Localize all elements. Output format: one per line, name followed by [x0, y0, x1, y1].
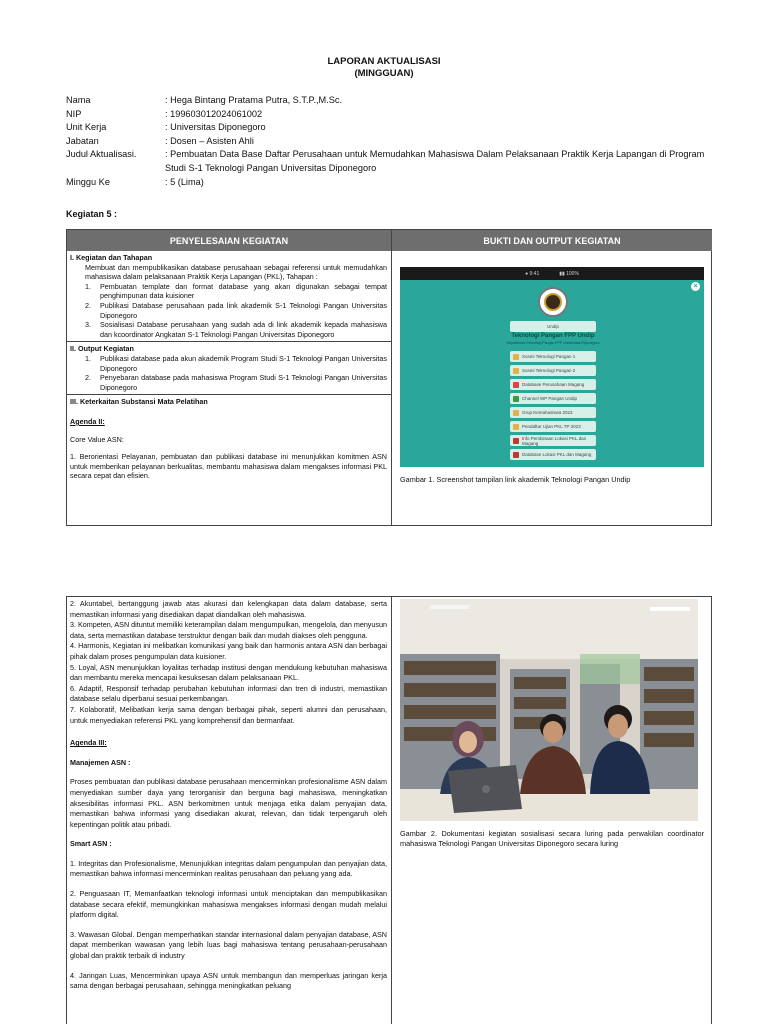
link-button: Sosmi Teknologi Pangan 2 — [510, 365, 596, 376]
meta-row-judul: Judul Aktualisasi. : Pembuatan Data Base Daftar Perusahaan untuk Memudahkan Mahasiswa Dalam Pelaksanaan Praktik Kerja Lapangan di Program Studi S-1 Teknologi Pangan Universitas Diponegoro — [66, 149, 705, 173]
core-value-item: 5. Loyal, ASN menunjukkan loyalitas terhadap institusi dengan mendukung kebutuhan mahasiswa dan membantu mereka mencapai kesuksesan dalam pelaksanaan PKL. — [70, 662, 387, 683]
meta-row-jabatan: Jabatan : Dosen – Asisten Ahli — [66, 135, 254, 146]
list-item: 1. Pembuatan template dan format database yang akan digunakan sebagai tempat penghimpunan data kuisioner — [85, 281, 387, 301]
core-value-item: 7. Kolaboratif, Melibatkan kerja sama dengan berbagai pihak, seperti alumni dan perusahaan, untuk menyediakan referensi PKL yang komprehensif dan bermanfaat. — [70, 704, 387, 725]
report-title: LAPORAN AKTUALISASI — [327, 56, 441, 67]
link-icon — [513, 382, 519, 388]
link-button: Database Perusahaan Magang — [510, 379, 596, 390]
phone-title: Teknologi Pangan FPP Undip — [511, 333, 595, 339]
link-button: Channel WP Pangan Undip — [510, 393, 596, 404]
meta-row-minggu: Minggu Ke : 5 (Lima) — [66, 176, 204, 187]
list-item: 2. Penyebaran database pada mahasiswa Program Studi S-1 Teknologi Pangan Universitas Diponegoro — [85, 373, 387, 392]
penyelesaian-column-continued: 2. Akuntabel, bertanggung jawab atas akurasi dan kelengkapan data dalam database, serta memastikan informasi yang disediakan dapat diandalkan oleh mahasiswa. 3. Kompeten, ASN dituntut memiliki keterampilan dalam mengumpulkan, mengelola, dan menyusun data, serta memastikan database terstruktur dengan baik dan mudah diakses oleh pengguna. 4. Harmonis, Kegiatan ini melibatkan komunikasi yang baik dan harmonis antara ASN dan berbagai pihak dalam proses pengumpulan data kuisioner. 5. Loyal, ASN menunjukkan loyalitas terhadap institusi dengan mendukung kebutuhan mahasiswa dan membantu mereka mencapai kesuksesan dalam pelaksanaan PKL. 6. Adaptif, Responsif terhadap perubahan kebutuhan informasi dan tren di industri, memastikan database selalu diperbarui sesuai perkembangan. 7. Kolaboratif, Melibatkan kerja sama dengan berbagai pihak, seperti alumni dan perusahaan, untuk menyediakan referensi PKL yang komprehensif dan bermanfaat. Agenda III: Manajemen ASN : Proses pembuatan dan publikasi database perusahaan mencerminkan profesionalisme ASN dalam menyediakan sumber daya yang terorganisir dan berguna bagi mahasiswa, meningkatkan aksesibilitas informasi PKL. ASN berkomitmen untuk menjaga etika dalam penyajian data, memastikan bahwa informasi yang disediakan akurat, relevan, dan tidak terpengaruh oleh kepentingan politik atau pribadi. Smart ASN : 1. Integritas dan Profesionalisme, Menunjukkan integritas dalam pengumpulan dan penyajian data, memastikan bahwa informasi mencerminkan realitas perusahaan dan peluang yang ada. 2. Penguasaan IT, Memanfaatkan teknologi informasi untuk menciptakan dan mempublikasikan database secara efektif, memungkinkan mahasiswa mengakses informasi dengan mudah melalui platform digital. 3. Wawasan Global. Dengan memperhatikan standar internasional dalam penyajian database, ASN dapat memberikan wawasan yang lebih luas bagi mahasiswa tentang perusahaan-perusahaan global dan praktik terbaik di industry 4. Jaringan Luas, Mencerminkan upaya ASN untuk membangun dan memperluas jaringan kerja sama dengan berbagai perusahaan, sehingga meningkatkan peluang — [67, 597, 392, 1024]
meta-row-nip: NIP : 199603012024061002 — [66, 108, 263, 119]
bukti-column-continued — [392, 597, 711, 1024]
link-button: Pendaftar Ujian PKL TP 2023 — [510, 421, 596, 432]
library-photo-illustration — [400, 599, 698, 821]
phone-subtitle: Departemen Teknologi Pangan FPP Universitas Diponegoro — [506, 341, 600, 345]
close-icon: × — [691, 282, 700, 291]
screenshot-link-akademik — [400, 267, 704, 467]
report-meta — [66, 94, 716, 189]
link-icon — [513, 438, 519, 444]
section-output: II. Output Kegiatan 1. Publikasi database pada akun akademik Program Studi S-1 Teknologi Pangan Universitas Diponegoro 2. Penyebaran database pada mahasiswa Program Studi S-1 Teknologi Pangan Universitas Diponegoro — [67, 342, 391, 395]
list-item: 2. Publikasi Database perusahaan pada link akademik S-1 Teknologi Pangan Universitas Diponegoro — [85, 300, 387, 320]
core-value-item: 6. Adaptif, Responsif terhadap perubahan kebutuhan informasi dan tren di industri, memastikan database selalu diperbarui sesuai perkembangan. — [70, 683, 387, 704]
list-item: 1. Publikasi database pada akun akademik Program Studi S-1 Teknologi Pangan Universitas Diponegoro — [85, 353, 387, 373]
smart-item: 3. Wawasan Global. Dengan memperhatikan standar internasional dalam penyajian database, ASN dapat memberikan wawasan yang lebih luas bagi mahasiswa tentang perusahaan-perusahaan global dan praktik terbaik di industry — [70, 929, 387, 961]
core-value-item: 4. Harmonis, Kegiatan ini melibatkan komunikasi yang baik dan harmonis antara ASN dan berbagai pihak dalam proses pengumpulan data kuisioner. — [70, 641, 387, 661]
activity-table-continued — [66, 596, 712, 1024]
col-header-bukti: BUKTI DAN OUTPUT KEGIATAN — [392, 230, 712, 251]
meta-row-nama: Nama : Hega Bintang Pratama Putra, S.T.P.,M.Sc. — [66, 95, 343, 105]
section-kegiatan: I. Kegiatan dan Tahapan Membuat dan mempublikasikan database perusahaan sebagai referensi untuk memudahkan mahasiswa dalam pelaksanaan Praktik Kerja Lapangan (PKL), Tahapan : 1. Pembuatan template dan format database yang akan digunakan sebagai tempat penghimpunan data kuisioner 2. Publikasi Database perusahaan pada link akademik S-1 Teknologi Pangan Universitas Diponegoro 3. Sosialisasi Database perusahaan yang sudah ada di link akademik kepada mahasiswa dan kcoordinator Angkatan S-1 Teknologi Pangan Universitas Diponegoro — [67, 251, 391, 342]
col-header-penyelesaian: PENYELESAIAN KEGIATAN — [67, 230, 392, 251]
link-icon — [513, 410, 519, 416]
penyelesaian-column — [67, 251, 392, 525]
core-value-item: 3. Kompeten, ASN dituntut memiliki keterampilan dalam mengumpulkan, mengelola, dan menyusun data, serta memastikan database terstruktur dengan baik dan mudah diakses oleh pengguna. — [70, 620, 387, 640]
smart-item: 2. Penguasaan IT, Memanfaatkan teknologi informasi untuk menciptakan dan mempublikasikan database secara efektif, memungkinkan mahasiswa mengakses informasi dengan mudah melalui platform digital. — [70, 889, 387, 920]
manajemen-heading: Manajemen ASN : — [70, 757, 131, 767]
link-icon — [513, 368, 519, 374]
link-button: Info Pembinaan Lokasi PKL dan Magang — [510, 435, 596, 446]
link-icon — [513, 396, 519, 402]
figure-1-caption: Gambar 1. Screenshot tampilan link akademik Teknologi Pangan Undip — [400, 475, 631, 484]
bukti-column — [392, 251, 711, 525]
link-icon — [513, 452, 519, 458]
link-button: Grup Kemahasiswa 2023 — [510, 407, 596, 418]
activity-table — [66, 229, 712, 526]
figure-2-caption: Gambar 2. Dokumentasi kegiatan sosialisasi secara luring pada perwakilan coordinator mahasiswa Teknologi Pangan Universitas Diponegoro secara luring — [400, 829, 704, 848]
phone-status-bar: ● 9:41 ▮▮ 100% — [400, 267, 704, 280]
smart-item: 4. Jaringan Luas, Mencerminkan upaya ASN untuk membangun dan memperluas jaringan kerja sama dengan berbagai perusahaan, sehingga meningkatkan peluang — [70, 970, 387, 991]
smart-item: 1. Integritas dan Profesionalisme, Menunjukkan integritas dalam pengumpulan dan penyajian data, memastikan bahwa informasi mencerminkan realitas perusahaan dan peluang yang ada. — [70, 858, 387, 879]
agenda-2-heading: Agenda II: — [70, 416, 105, 426]
link-icon — [513, 424, 519, 430]
photo-sosialisasi — [400, 599, 698, 821]
meta-row-unit: Unit Kerja : Universitas Diponegoro — [66, 122, 266, 133]
link-icon — [513, 354, 519, 360]
kegiatan-label: Kegiatan 5 : — [66, 209, 118, 219]
agenda-3-heading: Agenda III: — [70, 738, 107, 748]
undip-logo — [538, 287, 568, 317]
link-button: Sosmi Teknologi Pangan 1 — [510, 351, 596, 362]
report-subtitle: (MINGGUAN) — [354, 68, 414, 79]
top-link-button: Undip — [510, 321, 596, 332]
list-item: 3. Sosialisasi Database perusahaan yang sudah ada di link akademik kepada mahasiswa dan kcoordinator Angkatan S-1 Teknologi Pangan Universitas Diponegoro — [85, 320, 387, 339]
core-value-item: 2. Akuntabel, bertanggung jawab atas akurasi dan kelengkapan data dalam database, serta memastikan informasi yang disediakan dapat diandalkan oleh mahasiswa. — [70, 599, 387, 619]
link-button: Database Lokasi PKL dan Magang — [510, 449, 596, 460]
smart-asn-heading: Smart ASN : — [70, 839, 112, 849]
section-keterkaitan: III. Keterkaitan Substansi Mata Pelatihan Agenda II: Core Value ASN: 1. Berorientasi Pelayanan, pembuatan dan publikasi database ini menunjukkan komitmen ASN untuk memberikan pelayanan berkualitas, membantu mahasiswa dalam mengakses informasi PKL secara cepat dan efisien. — [70, 397, 387, 481]
